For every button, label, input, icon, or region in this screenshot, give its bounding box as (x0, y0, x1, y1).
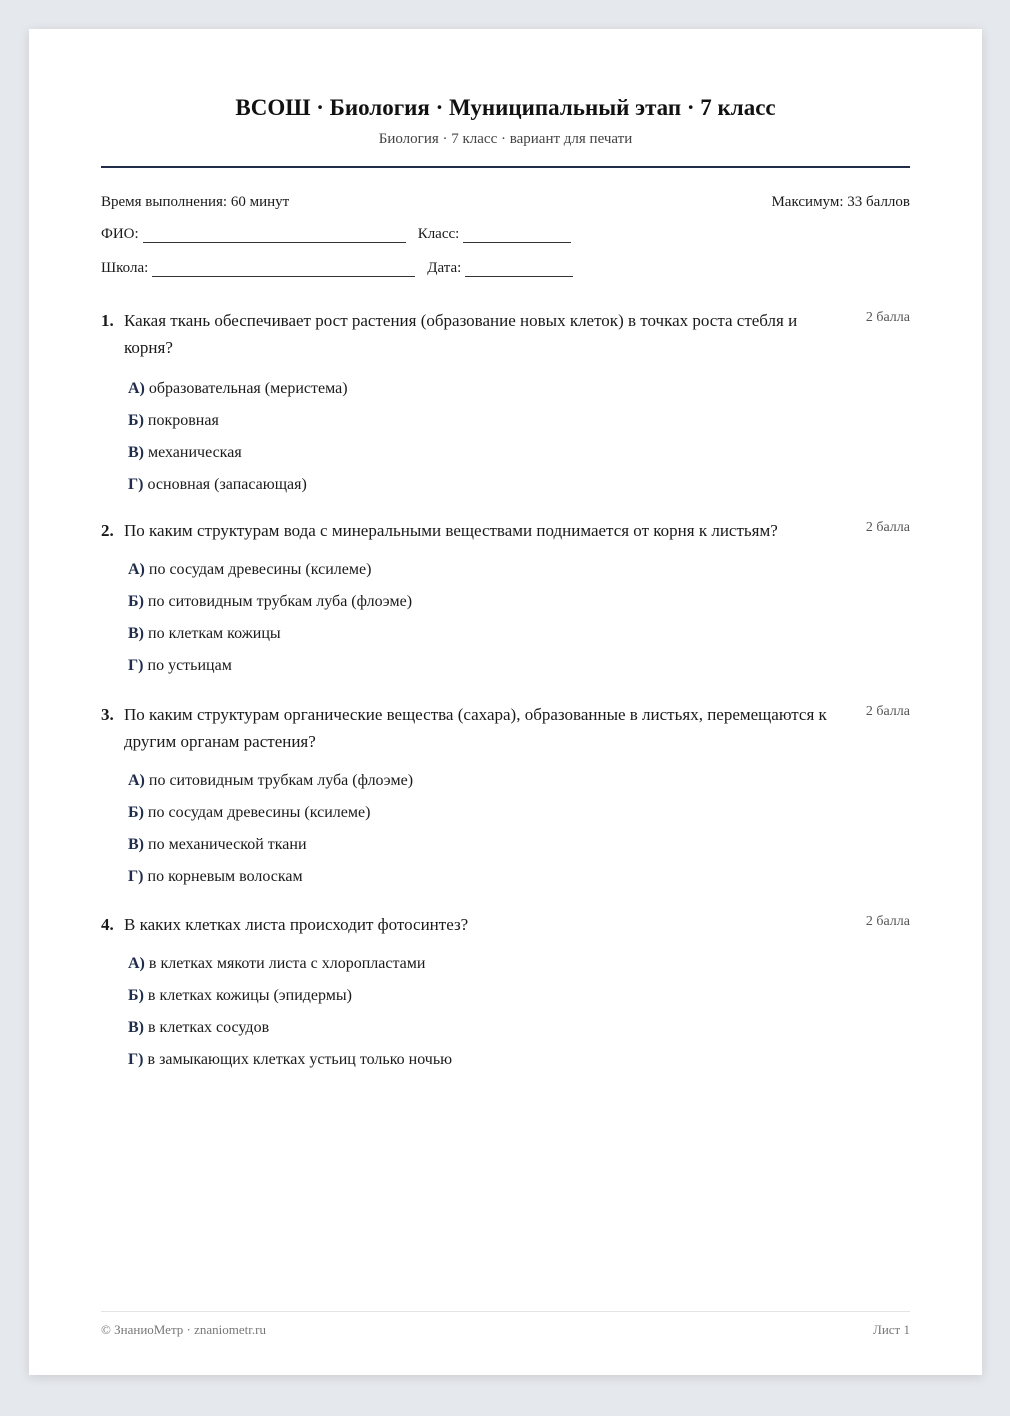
question-4 (101, 911, 910, 1076)
time-limit: Время выполнения: 60 минут (101, 194, 290, 210)
fio-label: ФИО: (101, 226, 139, 242)
option-d[interactable] (128, 861, 910, 893)
question-points: 2 балла (865, 914, 910, 929)
option-text: по клеткам кожицы (148, 625, 281, 642)
question-number: 3. (101, 705, 114, 724)
option-a[interactable] (128, 373, 910, 405)
option-text: в клетках кожицы (эпидермы) (147, 987, 352, 1004)
question-text: В каких клетках листа происходит фотосинтез? (124, 915, 469, 934)
option-letter: Г) (128, 868, 144, 885)
option-c[interactable] (128, 829, 910, 861)
question-points: 2 балла (865, 310, 910, 325)
question-3 (101, 701, 910, 893)
exam-sheet (29, 29, 982, 1375)
option-text: основная (запасающая) (147, 476, 307, 493)
question-text: По каким структурам вода с минеральными веществами поднимается от корня к листьям? (124, 521, 778, 540)
option-text: в клетках сосудов (148, 1019, 270, 1036)
option-b[interactable] (128, 797, 910, 829)
page-title: ВСОШ · Биология · Муниципальный этап · 7 класс (235, 95, 776, 120)
option-text: по сосудам древесины (ксилеме) (147, 804, 371, 821)
option-letter: Г) (128, 657, 144, 674)
option-text: по механической ткани (148, 836, 307, 853)
option-d[interactable] (128, 1044, 910, 1076)
option-text: по корневым волоскам (147, 868, 303, 885)
options-list (128, 554, 910, 682)
sheet-content (101, 29, 910, 1375)
option-a[interactable] (128, 948, 910, 980)
options-list (128, 948, 910, 1076)
option-letter: В) (128, 444, 144, 461)
option-b[interactable] (128, 405, 910, 437)
options-list (128, 373, 910, 501)
fio-field[interactable] (143, 227, 406, 243)
page-subtitle: Биология · 7 класс · вариант для печати (378, 131, 633, 147)
option-c[interactable] (128, 1012, 910, 1044)
date-label: Дата: (427, 260, 462, 276)
option-a[interactable] (128, 765, 910, 797)
option-letter: В) (128, 625, 144, 642)
option-text: в замыкающих клетках устьиц только ночью (147, 1051, 453, 1068)
option-b[interactable] (128, 980, 910, 1012)
option-letter: А) (128, 772, 145, 789)
option-text: по сосудам древесины (ксилеме) (148, 561, 372, 578)
option-c[interactable] (128, 618, 910, 650)
footer-page-number: Лист 1 (873, 1322, 910, 1337)
option-letter: А) (128, 561, 145, 578)
footer-divider (101, 1311, 910, 1312)
footer-copyright: © ЗнаниоМетр · znaniometr.ru (101, 1322, 266, 1337)
question-text: Какая ткань обеспечивает рост растения (образование новых клеток) в точках роста стебля и корня? (124, 311, 798, 357)
option-letter: Б) (128, 412, 144, 429)
question-header (101, 701, 910, 755)
question-header (101, 307, 910, 361)
option-text: покровная (147, 412, 219, 429)
option-a[interactable] (128, 554, 910, 586)
question-number: 1. (101, 311, 114, 330)
date-field[interactable] (465, 261, 573, 277)
option-letter: Г) (128, 1051, 144, 1068)
question-number: 2. (101, 521, 114, 540)
option-text: в клетках мякоти листа с хлоропластами (148, 955, 426, 972)
option-text: образовательная (меристема) (148, 380, 348, 397)
question-number: 4. (101, 915, 114, 934)
fields-row-1 (101, 226, 583, 243)
question-header (101, 517, 910, 544)
school-field[interactable] (152, 261, 415, 277)
option-letter: Г) (128, 476, 144, 493)
option-letter: В) (128, 836, 144, 853)
option-letter: Б) (128, 593, 144, 610)
question-header (101, 911, 910, 938)
option-letter: А) (128, 380, 145, 397)
option-letter: А) (128, 955, 145, 972)
option-d[interactable] (128, 469, 910, 501)
option-letter: В) (128, 1019, 144, 1036)
option-text: по устьицам (147, 657, 232, 674)
question-points: 2 балла (865, 520, 910, 535)
option-d[interactable] (128, 650, 910, 682)
school-label: Школа: (101, 260, 149, 276)
question-2 (101, 517, 910, 682)
option-c[interactable] (128, 437, 910, 469)
fields-row-2 (101, 260, 585, 277)
question-points: 2 балла (865, 704, 910, 719)
option-text: по ситовидным трубкам луба (флоэме) (148, 772, 414, 789)
class-label: Класс: (417, 226, 460, 242)
question-1 (101, 307, 910, 501)
options-list (128, 765, 910, 893)
option-b[interactable] (128, 586, 910, 618)
option-text: по ситовидным трубкам луба (флоэме) (147, 593, 413, 610)
max-score: Максимум: 33 баллов (771, 194, 910, 210)
header-divider (101, 166, 910, 168)
option-letter: Б) (128, 987, 144, 1004)
option-letter: Б) (128, 804, 144, 821)
option-text: механическая (148, 444, 242, 461)
question-text: По каким структурам органические вещества (сахара), образованные в листьях, перемещаются к другим органам растения? (124, 705, 827, 751)
class-field[interactable] (463, 227, 571, 243)
